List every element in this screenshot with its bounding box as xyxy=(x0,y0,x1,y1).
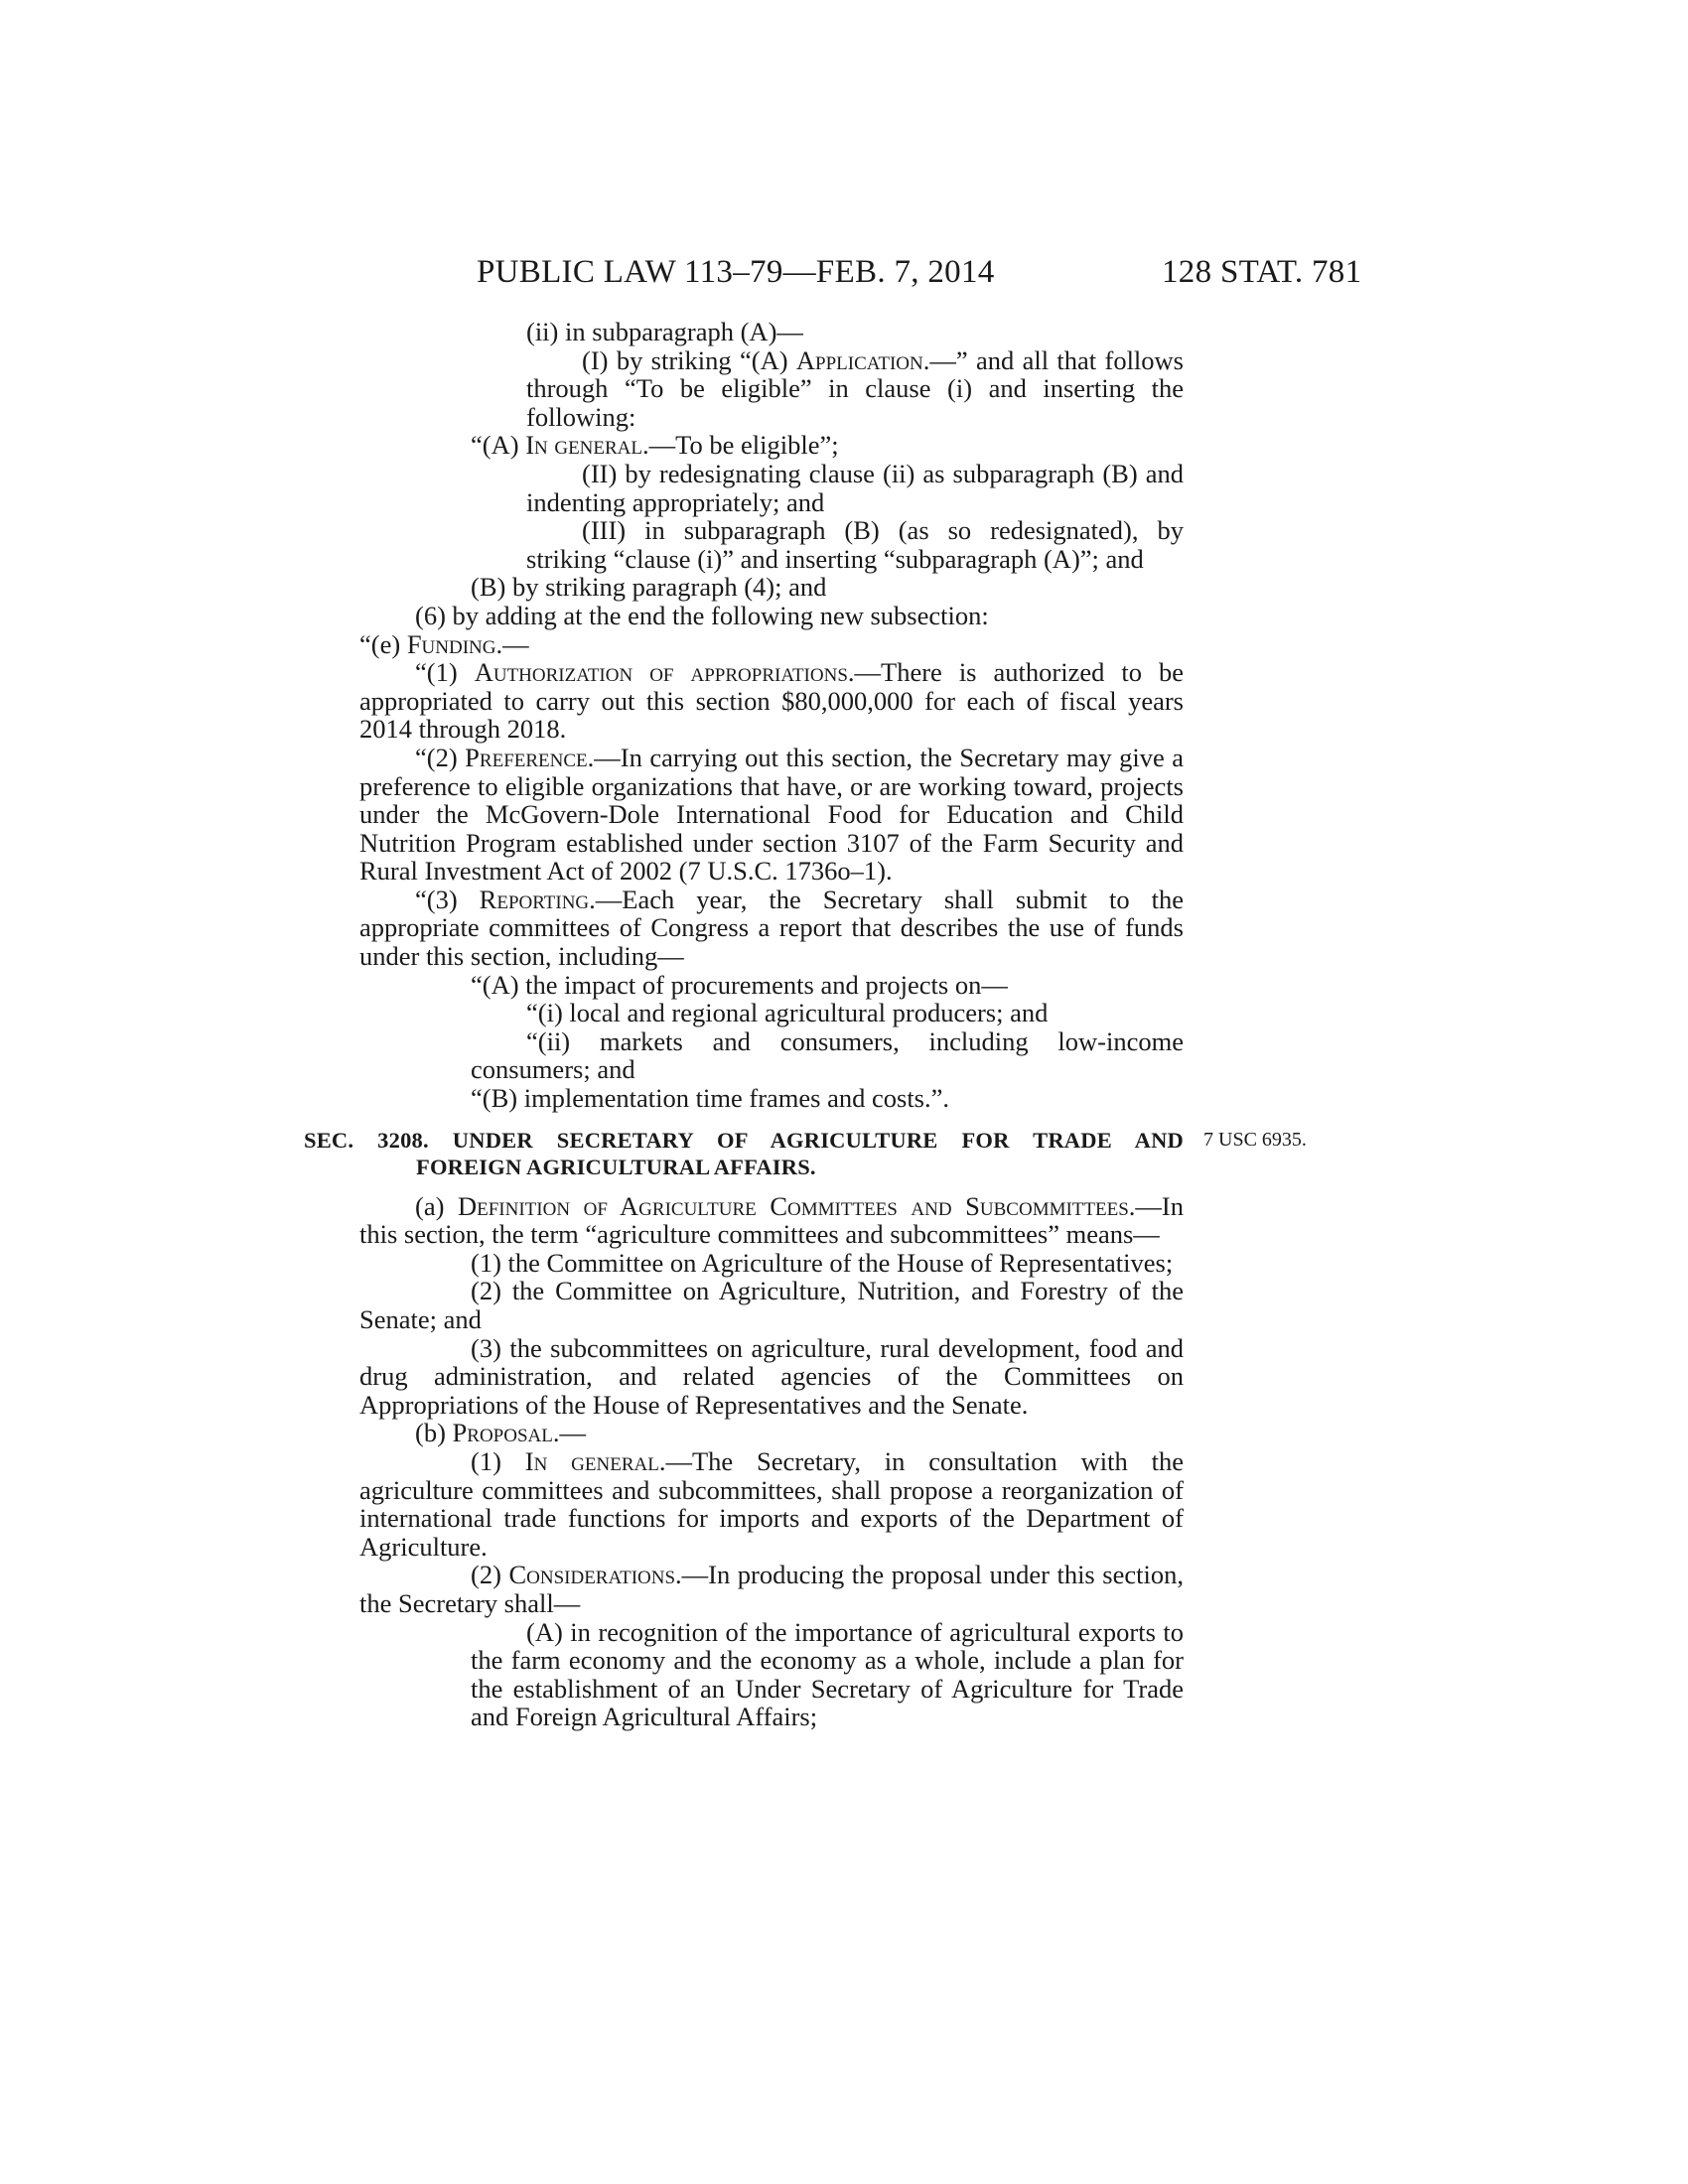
paragraph: “(i) local and regional agricultural producers; and xyxy=(526,998,1049,1028)
paragraph-heading: Preference xyxy=(465,742,588,772)
amendment-text xyxy=(359,318,1184,1113)
paragraph xyxy=(359,886,1184,971)
section-number: SEC. 3208. xyxy=(304,1127,429,1153)
paragraph-text: “(1) xyxy=(415,657,475,688)
margin-citation: 7 USC 6935. xyxy=(1203,1128,1307,1151)
running-header xyxy=(0,254,1688,294)
paragraph-text: “(A) xyxy=(471,430,526,461)
paragraph-text: .—To be eligible”; xyxy=(642,430,839,461)
paragraph xyxy=(359,630,1184,659)
paragraph-text: .—In this section, the term “agriculture committees and subcommittees” means— xyxy=(359,1190,1184,1250)
paragraph: (2) the Committee on Agriculture, Nutrition, and Forestry of the Senate; and xyxy=(359,1276,1184,1334)
paragraph-text: “(2) xyxy=(415,742,466,772)
paragraph: “(A) the impact of procurements and projects on— xyxy=(471,969,1008,1000)
paragraph: (3) the subcommittees on agriculture, rural development, food and drug administration, and related agencies of the Committees on Appropriations of the House of Representatives and the Senate. xyxy=(359,1332,1184,1420)
paragraph: (B) by striking paragraph (4); and xyxy=(471,572,827,603)
paragraph: (III) in subparagraph (B) (as so redesignated), by striking “clause (i)” and inserting “subparagraph (A)”; and xyxy=(526,515,1184,574)
section-heading-line-1 xyxy=(304,1127,1184,1154)
paragraph-heading: Application xyxy=(795,344,923,375)
paragraph-text: .—The Secretary, in consultation with the agriculture committees and subcommittees, shall propose a reorganization of international trade functions for imports and exports of the Department of Agriculture. xyxy=(359,1445,1185,1562)
section-title-line-2: FOREIGN AGRICULTURAL AFFAIRS. xyxy=(416,1154,816,1179)
paragraph-text: .—In carrying out this section, the Secretary may give a preference to eligible organizations that have, or are working toward, projects under the McGovern-Dole International Food for Education and Child Nutrition Program established under section 3107 of the Farm Security and Rural Investment Act of 2002 (7 U.S.C. 1736o–1). xyxy=(359,742,1184,887)
paragraph-text: .— xyxy=(552,1418,586,1448)
paragraph-heading: Considerations xyxy=(508,1560,676,1590)
paragraph-heading: Reporting xyxy=(479,884,590,914)
paragraph-heading: Authorization of appropriations xyxy=(474,657,848,688)
header-title: PUBLIC LAW 113–79—FEB. 7, 2014 xyxy=(477,254,995,290)
paragraph: (II) by redesignating clause (ii) as subparagraph (B) and indenting appropriately; and xyxy=(526,458,1184,517)
paragraph: “(B) implementation time frames and costs.”. xyxy=(471,1083,950,1114)
paragraph: (ii) in subparagraph (A)— xyxy=(526,317,803,346)
paragraph-text: .—” and all that follows through “To be eligible” in clause (i) and inserting the following: xyxy=(526,344,1184,432)
paragraph xyxy=(359,431,1184,460)
paragraph-text: (a) xyxy=(415,1190,458,1221)
paragraph-text: .—In producing the proposal under this section, the Secretary shall— xyxy=(359,1560,1184,1618)
paragraph xyxy=(359,1419,1184,1447)
document-body xyxy=(304,317,1307,1732)
paragraph: (6) by adding at the end the following new subsection: xyxy=(415,600,989,630)
paragraph: (A) in recognition of the importance of agricultural exports to the farm economy and the economy as a whole, include a plan for the establishment of an Under Secretary of Agriculture for Trade and Foreign Agricultural Affairs; xyxy=(471,1616,1184,1732)
paragraph-text: “(3) xyxy=(415,884,480,914)
paragraph-heading: Proposal xyxy=(452,1418,553,1448)
paragraph-text: .—Each year, the Secretary shall submit to the appropriate committees of Congress a report that describes the use of funds under this section, including— xyxy=(359,884,1185,972)
section-text xyxy=(359,1192,1184,1731)
paragraph: (1) the Committee on Agriculture of the House of Representatives; xyxy=(471,1247,1174,1278)
paragraph-heading: Funding xyxy=(406,628,496,659)
paragraph-text: .—There is authorized to be appropriated to carry out this section $80,000,000 for each of fiscal years 2014 through 2018. xyxy=(359,657,1184,745)
paragraph-heading: In general xyxy=(524,1445,659,1476)
paragraph-text: (b) xyxy=(415,1418,453,1448)
section-heading xyxy=(304,1127,1307,1180)
section-title-line-1: UNDER SECRETARY OF AGRICULTURE FOR TRADE AND xyxy=(452,1127,1184,1153)
paragraph xyxy=(359,1447,1184,1561)
statute-page-number: 128 STAT. 781 xyxy=(1162,254,1362,290)
paragraph-text: (2) xyxy=(471,1560,509,1590)
paragraph: “(ii) markets and consumers, including low-income consumers; and xyxy=(471,1025,1184,1085)
paragraph-text: (I) by striking “(A) xyxy=(582,344,796,375)
paragraph xyxy=(359,346,1184,432)
paragraph xyxy=(359,658,1184,744)
paragraph-heading: In general xyxy=(525,430,643,461)
paragraph xyxy=(359,1561,1184,1617)
paragraph xyxy=(359,744,1184,886)
paragraph-text: .— xyxy=(495,628,529,659)
paragraph-text: “(e) xyxy=(359,628,407,659)
paragraph-heading: Definition of Agriculture Committees and Subcommittees xyxy=(458,1190,1129,1221)
paragraph-text: (1) xyxy=(471,1445,525,1476)
paragraph xyxy=(359,1192,1184,1249)
